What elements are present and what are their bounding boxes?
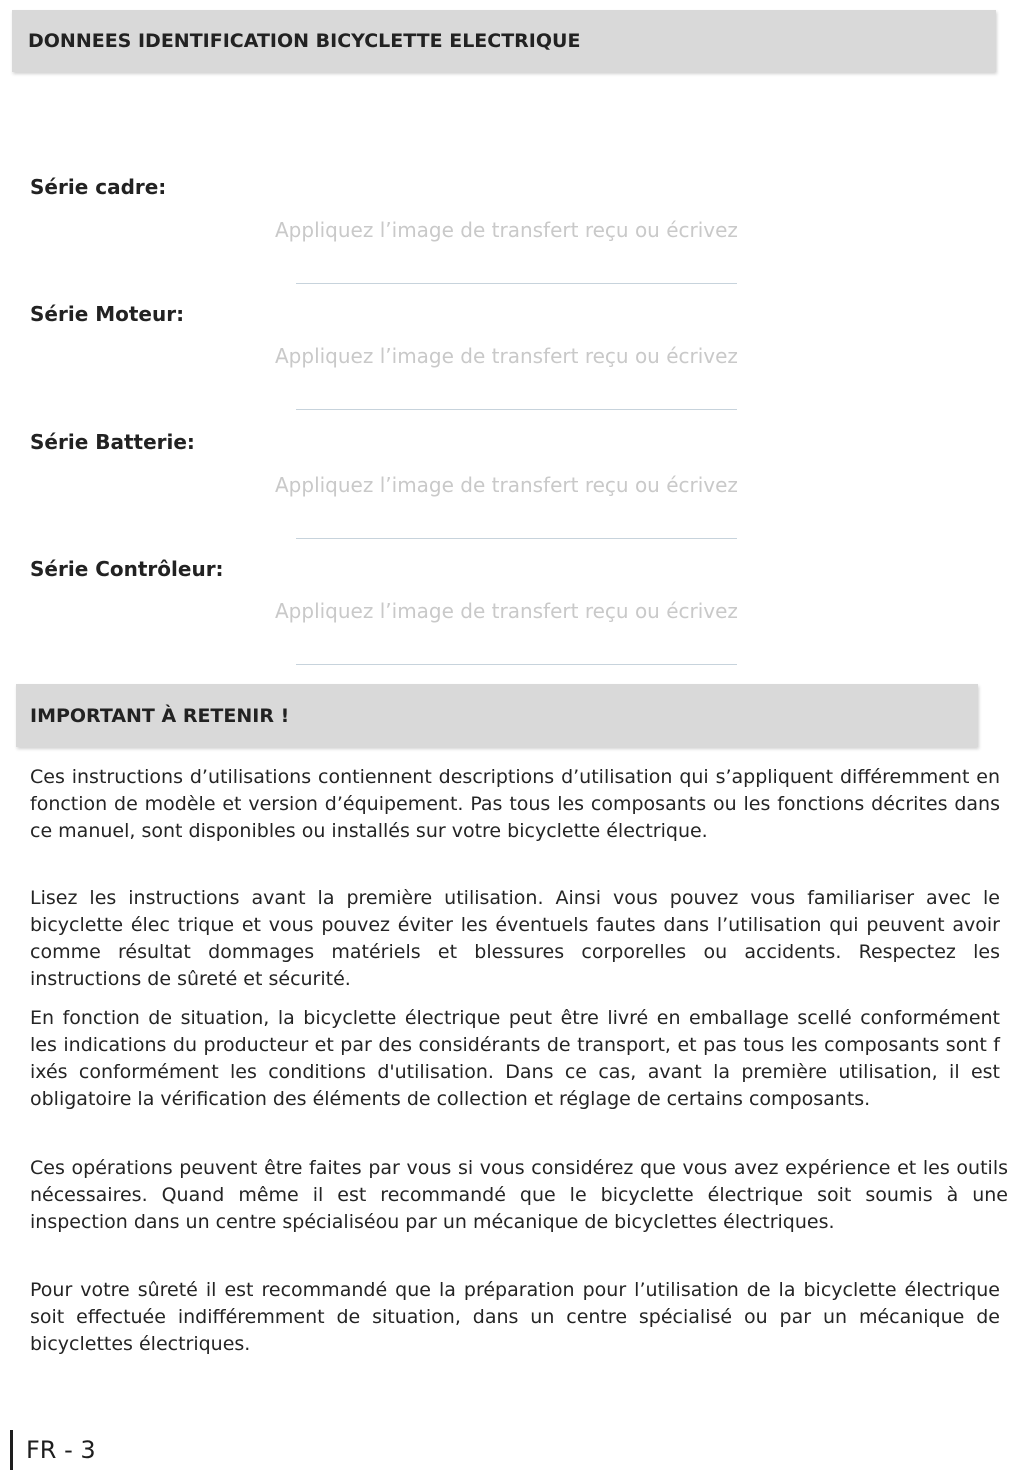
field-line-serie-cadre xyxy=(296,283,737,284)
field-label-serie-controleur: Série Contrôleur: xyxy=(30,557,224,581)
field-line-serie-controleur xyxy=(296,664,737,665)
field-hint-serie-moteur: Appliquez l’image de transfert reçu ou écrivez xyxy=(275,344,738,368)
field-hint-serie-cadre: Appliquez l’image de transfert reçu ou écrivez xyxy=(275,218,738,242)
field-hint-serie-controleur: Appliquez l’image de transfert reçu ou écrivez xyxy=(275,599,738,623)
section-title-identification: DONNEES IDENTIFICATION BICYCLETTE ELECTRIQUE xyxy=(28,30,581,52)
field-hint-serie-batterie: Appliquez l’image de transfert reçu ou écrivez xyxy=(275,473,738,497)
section-title-important: IMPORTANT À RETENIR ! xyxy=(30,704,290,727)
paragraph-2: Lisez les instructions avant la première utilisation. Ainsi vous pouvez vous familiariser avec le bicyclette élec trique et vous pouvez éviter les éventuels fautes dans l’utilisation qui peuvent avoir comme résultat dommages matériels et blessures corporelles ou accidents. Respectez les instructions de sûreté et sécurité. xyxy=(30,887,1000,990)
paragraph-4: Ces opérations peuvent être faites par vous si vous considérez que vous avez expérience et les outils nécessaires. Quand même il est recommandé que le bicyclette électrique soit soumis à une inspection dans un centre spécialiséou par un mécanique de bicyclettes électriques. xyxy=(30,1157,1008,1233)
field-label-serie-cadre: Série cadre: xyxy=(30,175,167,199)
paragraph-5: Pour votre sûreté il est recommandé que la préparation pour l’utilisation de la bicyclette électrique soit effectuée indifféremment de situation, dans un centre spécialisé ou par un mécanique de bicyclettes électriques. xyxy=(30,1279,1000,1355)
paragraph-1: Ces instructions d’utilisations contiennent descriptions d’utilisation qui s’appliquent différemment en fonction de modèle et version d’équipement. Pas tous les composants ou les fonctions décrites dans ce manuel, sont disponibles ou installés sur votre bicyclette électrique. xyxy=(30,766,1000,842)
field-line-serie-moteur xyxy=(296,409,737,410)
page-number: FR - 3 xyxy=(26,1436,96,1464)
field-line-serie-batterie xyxy=(296,538,737,539)
section-header-identification xyxy=(12,10,996,72)
paragraph-3: En fonction de situation, la bicyclette électrique peut être livré en emballage scellé conformément les indications du producteur et par des considérants de transport, et pas tous les composants sont f ixés conformément les conditions d'utilisation. Dans ce cas, avant la première utilisation, il est obligatoire la vérification des éléments de collection et réglage de certains composants. xyxy=(30,1007,1000,1110)
field-label-serie-batterie: Série Batterie: xyxy=(30,430,195,454)
footer-divider xyxy=(10,1430,13,1470)
section-header-important xyxy=(16,684,978,747)
field-label-serie-moteur: Série Moteur: xyxy=(30,302,185,326)
